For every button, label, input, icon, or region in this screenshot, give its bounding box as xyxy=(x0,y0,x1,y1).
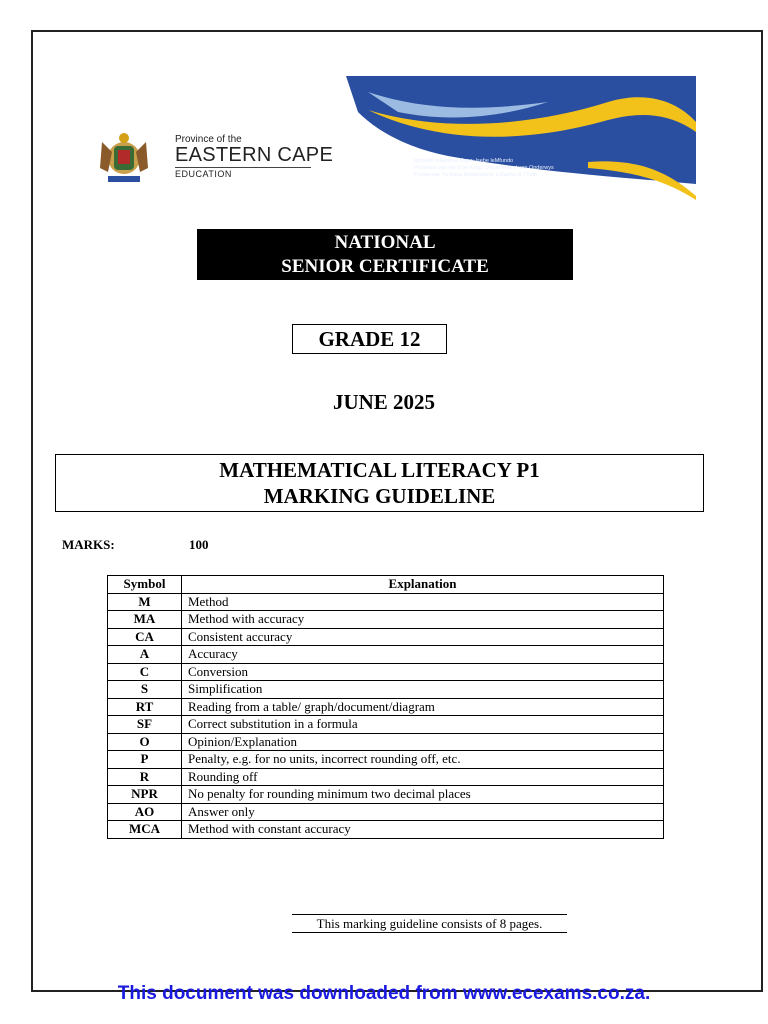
symbol-cell: O xyxy=(108,733,182,751)
download-source-note: This document was downloaded from www.ecexams.co.za. xyxy=(117,983,651,1004)
explanation-cell: Rounding off xyxy=(182,768,664,786)
explanation-cell: Method with accuracy xyxy=(182,611,664,629)
explanation-cell: Reading from a table/ graph/document/diagram xyxy=(182,698,664,716)
ribbon-line-1: Iphondo leMpuma Kapa: Isebe leMfundo xyxy=(414,158,514,164)
explanation-cell: Method with constant accuracy xyxy=(182,821,664,839)
table-row xyxy=(108,751,664,769)
symbol-cell: C xyxy=(108,663,182,681)
table-header-row xyxy=(108,576,664,594)
table-row xyxy=(108,768,664,786)
table-row xyxy=(108,593,664,611)
header-symbol: Symbol xyxy=(108,576,182,594)
table-row xyxy=(108,821,664,839)
department-name: EDUCATION xyxy=(175,167,311,179)
symbol-cell: M xyxy=(108,593,182,611)
header-banner xyxy=(68,72,696,200)
symbol-cell: MA xyxy=(108,611,182,629)
explanation-cell: Accuracy xyxy=(182,646,664,664)
symbol-cell: SF xyxy=(108,716,182,734)
explanation-cell: Penalty, e.g. for no units, incorrect rounding off, etc. xyxy=(182,751,664,769)
province-line: Province of the xyxy=(175,134,242,145)
coat-of-arms-icon xyxy=(100,133,148,182)
explanation-cell: Consistent accuracy xyxy=(182,628,664,646)
table-row xyxy=(108,733,664,751)
exam-date: JUNE 2025 xyxy=(332,390,436,414)
subject-subtitle: MARKING GUIDELINE xyxy=(263,484,496,508)
symbol-cell: NPR xyxy=(108,786,182,804)
symbol-cell: R xyxy=(108,768,182,786)
explanation-cell: Simplification xyxy=(182,681,664,699)
table-row xyxy=(108,716,664,734)
table-row xyxy=(108,646,664,664)
ribbon-line-3: Porafensie Ya Kapa Botjahabela: Lefapha la Thuto xyxy=(414,172,538,178)
symbol-cell: A xyxy=(108,646,182,664)
explanation-cell: Correct substitution in a formula xyxy=(182,716,664,734)
certificate-title-line-1: NATIONAL xyxy=(334,232,436,253)
ribbon-line-2: Provinsie van die Oos-Kaap: Departement van Onderwys xyxy=(414,165,554,171)
explanation-cell: Method xyxy=(182,593,664,611)
symbol-cell: MCA xyxy=(108,821,182,839)
explanation-cell: Answer only xyxy=(182,803,664,821)
table-row xyxy=(108,698,664,716)
symbol-cell: AO xyxy=(108,803,182,821)
explanation-cell: No penalty for rounding minimum two decimal places xyxy=(182,786,664,804)
header-explanation: Explanation xyxy=(182,576,664,594)
subject-title: MATHEMATICAL LITERACY P1 xyxy=(219,458,540,482)
subject-box xyxy=(55,454,704,512)
explanation-cell: Opinion/Explanation xyxy=(182,733,664,751)
explanation-cell: Conversion xyxy=(182,663,664,681)
page-count-note: This marking guideline consists of 8 pages. xyxy=(292,914,567,933)
marks-value: 100 xyxy=(189,537,209,552)
province-logo-text xyxy=(175,134,333,179)
table-row xyxy=(108,803,664,821)
table-row xyxy=(108,628,664,646)
ribbon-text xyxy=(414,158,554,179)
symbol-cell: RT xyxy=(108,698,182,716)
certificate-title-line-2: SENIOR CERTIFICATE xyxy=(281,256,489,277)
symbol-cell: S xyxy=(108,681,182,699)
table-row xyxy=(108,786,664,804)
certificate-title-box xyxy=(197,229,573,280)
table-row xyxy=(108,611,664,629)
table-row xyxy=(108,663,664,681)
symbol-cell: CA xyxy=(108,628,182,646)
marks-label: MARKS: xyxy=(62,537,115,552)
table-row xyxy=(108,681,664,699)
symbol-table xyxy=(107,575,664,839)
symbol-cell: P xyxy=(108,751,182,769)
grade-box: GRADE 12 xyxy=(292,324,447,354)
province-name: EASTERN CAPE xyxy=(175,144,334,166)
